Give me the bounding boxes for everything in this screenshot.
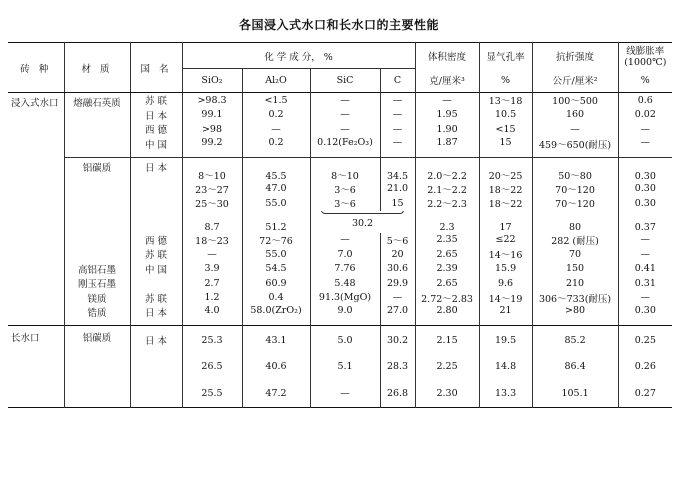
table-cell-expansion: — <box>618 233 672 248</box>
material-alumina-carbon: 铝碳质 <box>64 157 130 182</box>
table-cell-c: 28.3 <box>380 354 415 379</box>
table-cell-porosity: 20～25 <box>479 157 532 182</box>
table-cell-porosity: 13.3 <box>479 379 532 408</box>
table-cell-sic <box>310 196 380 211</box>
table-cell-sic: 5.1 <box>310 354 380 379</box>
table-cell-al2o3: 51.2 <box>242 211 310 233</box>
table-cell-expansion: — <box>618 291 672 306</box>
table-cell-country: 苏 联 <box>130 247 182 262</box>
table-cell-c: 27.0 <box>380 305 415 326</box>
table-cell-porosity: ≤22 <box>479 233 532 248</box>
table-cell-sio2: — <box>182 247 242 262</box>
table-cell-c: 34.5 <box>380 157 415 182</box>
table-cell-porosity: 19.5 <box>479 326 532 355</box>
properties-table-wrapper <box>8 42 672 408</box>
material-magnesia: 镁质 <box>64 291 130 306</box>
table-cell-country: 日 本 <box>130 305 182 326</box>
table-cell-density: 2.2～2.3 <box>415 196 479 211</box>
table-cell-country <box>130 354 182 379</box>
table-cell-c: — <box>380 122 415 137</box>
table-cell-sio2: 99.2 <box>182 137 242 158</box>
submerged-nozzle-section <box>8 93 672 326</box>
table-cell-strength: 70 <box>532 247 618 262</box>
table-cell-expansion: — <box>618 247 672 262</box>
header-density: 体积密度 <box>415 43 479 69</box>
table-cell-expansion: 0.37 <box>618 211 672 233</box>
table-cell-sio2: 8.7 <box>182 211 242 233</box>
table-cell-porosity: <15 <box>479 122 532 137</box>
table-cell-sic: 91.3(MgO) <box>310 291 380 306</box>
table-cell-material <box>64 247 130 262</box>
table-cell-density: 2.30 <box>415 379 479 408</box>
table-cell-country: 日 本 <box>130 326 182 355</box>
table-cell-density: 1.87 <box>415 137 479 158</box>
table-cell-expansion: 0.02 <box>618 108 672 123</box>
table-cell-density: 2.1～2.2 <box>415 182 479 197</box>
table-cell-c: — <box>380 108 415 123</box>
header-chemical-composition: 化 学 成 分， % <box>182 43 415 69</box>
table-cell-sic: 9.0 <box>310 305 380 326</box>
table-cell-expansion: 0.27 <box>618 379 672 408</box>
table-cell-sic: 7.76 <box>310 262 380 277</box>
group-submerged-label: 浸入式水口 <box>11 98 59 109</box>
material-high-alumina-graphite: 高铝石墨 <box>64 262 130 277</box>
table-cell-material <box>64 211 130 233</box>
header-expansion-label: 线膨胀率 <box>626 46 665 58</box>
table-cell-density: 2.35 <box>415 233 479 248</box>
table-cell-porosity: 15 <box>479 137 532 158</box>
table-cell-strength: 50～80 <box>532 157 618 182</box>
table-cell-c: 21.0 <box>380 182 415 197</box>
table-cell-expansion: — <box>618 137 672 158</box>
table-cell-density: — <box>415 93 479 108</box>
table-cell-strength: 86.4 <box>532 354 618 379</box>
header-density-unit: 克/厘米³ <box>415 69 479 93</box>
table-cell-sic: 8～10 <box>310 157 380 182</box>
table-cell-density: 2.65 <box>415 276 479 291</box>
header-strength: 抗折强度 <box>532 43 618 69</box>
material-zirconia: 锆质 <box>64 305 130 326</box>
table-cell-porosity: 18～22 <box>479 182 532 197</box>
table-cell-material <box>64 233 130 248</box>
table-cell-al2o3: 40.6 <box>242 354 310 379</box>
table-cell-al2o3: 55.0 <box>242 247 310 262</box>
table-cell-al2o3: 45.5 <box>242 157 310 182</box>
header-expansion <box>618 43 672 69</box>
table-cell-density: 1.90 <box>415 122 479 137</box>
table-cell-expansion: 0.31 <box>618 276 672 291</box>
table-cell-sio2: >98.3 <box>182 93 242 108</box>
table-cell-porosity: 14～19 <box>479 291 532 306</box>
table-cell-sio2: 3.9 <box>182 262 242 277</box>
table-cell-country <box>130 379 182 408</box>
header-sio2: SiO₂ <box>182 69 242 93</box>
table-cell-sio2: 99.1 <box>182 108 242 123</box>
sic-value: 3～6 <box>334 199 356 211</box>
table-cell-sio2: 23～27 <box>182 182 242 197</box>
table-cell-c: 29.9 <box>380 276 415 291</box>
table-cell-c: 30.2 <box>380 326 415 355</box>
table-cell-country: 苏 联 <box>130 93 182 108</box>
table-cell-sio2: 1.2 <box>182 291 242 306</box>
table-cell-strength: 459～650(耐压) <box>532 137 618 158</box>
header-material: 材 质 <box>64 43 130 93</box>
table-cell-al2o3: <1.5 <box>242 93 310 108</box>
table-cell-expansion: — <box>618 122 672 137</box>
table-cell-al2o3: 58.0(ZrO₂) <box>242 305 310 326</box>
table-cell-strength: 85.2 <box>532 326 618 355</box>
table-cell-sio2: >98 <box>182 122 242 137</box>
table-cell-sio2: 25.5 <box>182 379 242 408</box>
table-cell-al2o3: 60.9 <box>242 276 310 291</box>
table-cell-porosity: 13～18 <box>479 93 532 108</box>
table-cell-strength: >80 <box>532 305 618 326</box>
table-title: 各国浸入式水口和长水口的主要性能 <box>238 18 439 32</box>
header-country: 国 名 <box>130 43 182 93</box>
table-cell-al2o3: 55.0 <box>242 196 310 211</box>
table-cell-strength: 306～733(耐压) <box>532 291 618 306</box>
table-cell-expansion: 0.26 <box>618 354 672 379</box>
table-cell-country <box>130 211 182 233</box>
table-cell-country: 中 国 <box>130 137 182 158</box>
table-cell-density: 1.95 <box>415 108 479 123</box>
header-strength-unit: 公斤/厘米² <box>532 69 618 93</box>
table-cell-sio2: 2.7 <box>182 276 242 291</box>
table-cell-porosity: 21 <box>479 305 532 326</box>
material-fused-quartz: 熔融石英质 <box>64 93 130 158</box>
header-porosity-unit: % <box>479 69 532 93</box>
table-cell-c: — <box>380 137 415 158</box>
table-cell-density: 2.25 <box>415 354 479 379</box>
table-cell-porosity: 18～22 <box>479 196 532 211</box>
table-cell-density: 2.80 <box>415 305 479 326</box>
table-cell-strength: 105.1 <box>532 379 618 408</box>
table-cell-sic: 5.0 <box>310 326 380 355</box>
table-cell-sic: 3～6 <box>310 182 380 197</box>
table-cell-sic: 0.12(Fe₂O₃) <box>310 137 380 158</box>
table-cell-country: 日 本 <box>130 157 182 182</box>
table-header <box>8 43 672 93</box>
header-brick-type: 砖 种 <box>8 43 64 93</box>
table-cell-al2o3: 47.0 <box>242 182 310 197</box>
table-cell-al2o3: 0.2 <box>242 108 310 123</box>
table-cell-density: 2.0～2.2 <box>415 157 479 182</box>
table-cell-country <box>130 276 182 291</box>
table-cell-expansion: 0.6 <box>618 93 672 108</box>
table-cell-porosity: 15.9 <box>479 262 532 277</box>
table-cell-al2o3: 0.4 <box>242 291 310 306</box>
table-cell-al2o3: 54.5 <box>242 262 310 277</box>
table-cell-strength: 160 <box>532 108 618 123</box>
table-cell-c: 26.8 <box>380 379 415 408</box>
header-expansion-temp: (1000℃) <box>624 57 667 69</box>
table-cell-expansion: 0.41 <box>618 262 672 277</box>
table-cell-c: 15 <box>380 196 415 211</box>
table-cell-expansion: 0.30 <box>618 157 672 182</box>
table-cell-al2o3: — <box>242 122 310 137</box>
long-nozzle-section <box>8 326 672 408</box>
table-cell-density: 2.39 <box>415 262 479 277</box>
table-cell-porosity: 9.6 <box>479 276 532 291</box>
table-cell-strength: 70～120 <box>532 182 618 197</box>
table-cell-c: 30.6 <box>380 262 415 277</box>
table-cell-strength: 80 <box>532 211 618 233</box>
material-alumina-carbon-long: 铝碳质 <box>64 326 130 408</box>
table-cell-porosity: 14～16 <box>479 247 532 262</box>
table-cell-sic: 5.48 <box>310 276 380 291</box>
table-cell-sio2: 25～30 <box>182 196 242 211</box>
group-long-label: 长水口 <box>11 333 40 344</box>
header-porosity: 显气孔率 <box>479 43 532 69</box>
table-cell-country: 日 本 <box>130 108 182 123</box>
table-cell-sic-c-combined <box>310 211 415 233</box>
table-cell-density: 2.72～2.83 <box>415 291 479 306</box>
table-cell-country: 中 国 <box>130 262 182 277</box>
table-cell-expansion: 0.25 <box>618 326 672 355</box>
table-cell-al2o3: 47.2 <box>242 379 310 408</box>
table-cell-country: 西 德 <box>130 122 182 137</box>
table-cell-expansion: 0.30 <box>618 182 672 197</box>
table-cell-country: 苏 联 <box>130 291 182 306</box>
table-cell-expansion: 0.30 <box>618 196 672 211</box>
table-cell-sic: — <box>310 93 380 108</box>
table-cell-al2o3: 0.2 <box>242 137 310 158</box>
table-cell-strength: — <box>532 122 618 137</box>
properties-table <box>8 42 672 408</box>
table-cell-sic: — <box>310 122 380 137</box>
table-cell-porosity: 17 <box>479 211 532 233</box>
table-cell-sio2: 18～23 <box>182 233 242 248</box>
table-cell-sic: 7.0 <box>310 247 380 262</box>
table-cell-c: — <box>380 291 415 306</box>
table-cell-c: — <box>380 93 415 108</box>
table-cell-density: 2.3 <box>415 211 479 233</box>
table-cell-country <box>130 182 182 197</box>
table-cell-strength: 70～120 <box>532 196 618 211</box>
table-cell-sio2: 4.0 <box>182 305 242 326</box>
header-expansion-unit: % <box>618 69 672 93</box>
header-c: C <box>380 69 415 93</box>
table-cell-sic: — <box>310 233 380 248</box>
table-cell-strength: 210 <box>532 276 618 291</box>
header-al2o3: Al₂O <box>242 69 310 93</box>
table-cell-material <box>64 196 130 211</box>
sic-c-combined-value: 30.2 <box>351 217 374 229</box>
table-cell-strength: 100～500 <box>532 93 618 108</box>
table-cell-sio2: 26.5 <box>182 354 242 379</box>
table-cell-porosity: 10.5 <box>479 108 532 123</box>
table-cell-al2o3: 72～76 <box>242 233 310 248</box>
table-cell-density: 2.65 <box>415 247 479 262</box>
table-cell-density: 2.15 <box>415 326 479 355</box>
table-cell-c: 20 <box>380 247 415 262</box>
table-cell-porosity: 14.8 <box>479 354 532 379</box>
table-cell-strength: 282 (耐压) <box>532 233 618 248</box>
table-cell-expansion: 0.30 <box>618 305 672 326</box>
table-cell-sio2: 25.3 <box>182 326 242 355</box>
table-cell-strength: 150 <box>532 262 618 277</box>
table-cell-sic: — <box>310 379 380 408</box>
table-cell-sio2: 8～10 <box>182 157 242 182</box>
table-cell-material <box>64 182 130 197</box>
material-corundum-graphite: 刚玉石墨 <box>64 276 130 291</box>
table-cell-country: 西 德 <box>130 233 182 248</box>
table-cell-sic: — <box>310 108 380 123</box>
table-cell-c: 5～6 <box>380 233 415 248</box>
table-cell-country <box>130 196 182 211</box>
table-cell-al2o3: 43.1 <box>242 326 310 355</box>
header-sic: SiC <box>310 69 380 93</box>
